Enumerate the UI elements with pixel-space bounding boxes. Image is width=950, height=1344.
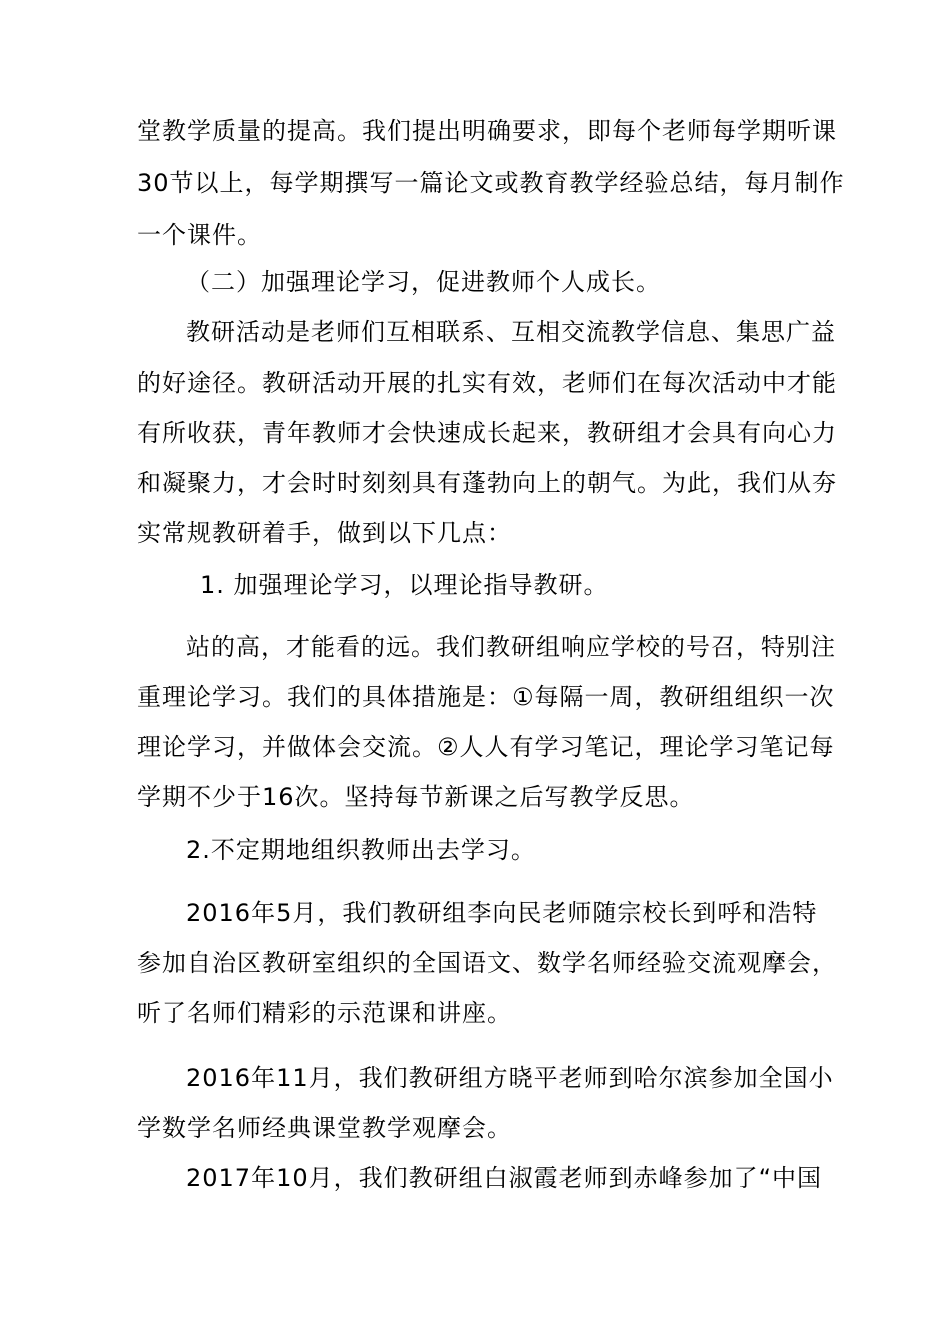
body-text-line: 堂教学质量的提高。我们提出明确要求，即每个老师每学期听课 xyxy=(137,117,837,145)
body-text-line: 参加自治区教研室组织的全国语文、数学名师经验交流观摩会， xyxy=(137,949,837,977)
body-text-line: 一个课件。 xyxy=(137,221,262,249)
body-text-line: 2017年10月，我们教研组白淑霞老师到赤峰参加了“中国 xyxy=(186,1164,823,1192)
body-text-line: 30节以上，每学期撰写一篇论文或教育教学经验总结，每月制作 xyxy=(137,169,845,197)
section-heading: （二）加强理论学习，促进教师个人成长。 xyxy=(186,268,661,296)
body-text-line: 的好途径。教研活动开展的扎实有效，老师们在每次活动中才能 xyxy=(137,369,837,397)
body-text-line: 重理论学习。我们的具体措施是：①每隔一周，教研组组织一次 xyxy=(137,683,835,711)
body-text-line: 2016年11月，我们教研组方晓平老师到哈尔滨参加全国小 xyxy=(186,1064,834,1092)
subsection-heading: 2.不定期地组织教师出去学习。 xyxy=(186,836,536,864)
body-text-line: 站的高，才能看的远。我们教研组响应学校的号召，特别注 xyxy=(186,633,836,661)
body-text-line: 实常规教研着手，做到以下几点： xyxy=(137,519,512,547)
body-text-line: 教研活动是老师们互相联系、互相交流教学信息、集思广益 xyxy=(186,318,836,346)
body-text-line: 2016年5月，我们教研组李向民老师随宗校长到呼和浩特 xyxy=(186,899,818,927)
body-text-line: 有所收获，青年教师才会快速成长起来，教研组才会具有向心力 xyxy=(137,419,837,447)
body-text-line: 学数学名师经典课堂教学观摩会。 xyxy=(137,1114,512,1142)
body-text-line: 理论学习，并做体会交流。②人人有学习笔记，理论学习笔记每 xyxy=(137,733,835,761)
body-text-line: 听了名师们精彩的示范课和讲座。 xyxy=(137,999,512,1027)
body-text-line: 学期不少于16次。坚持每节新课之后写教学反思。 xyxy=(137,783,695,811)
subsection-heading: 1. 加强理论学习，以理论指导教研。 xyxy=(200,571,609,599)
body-text-line: 和凝聚力，才会时时刻刻具有蓬勃向上的朝气。为此，我们从夯 xyxy=(137,469,837,497)
